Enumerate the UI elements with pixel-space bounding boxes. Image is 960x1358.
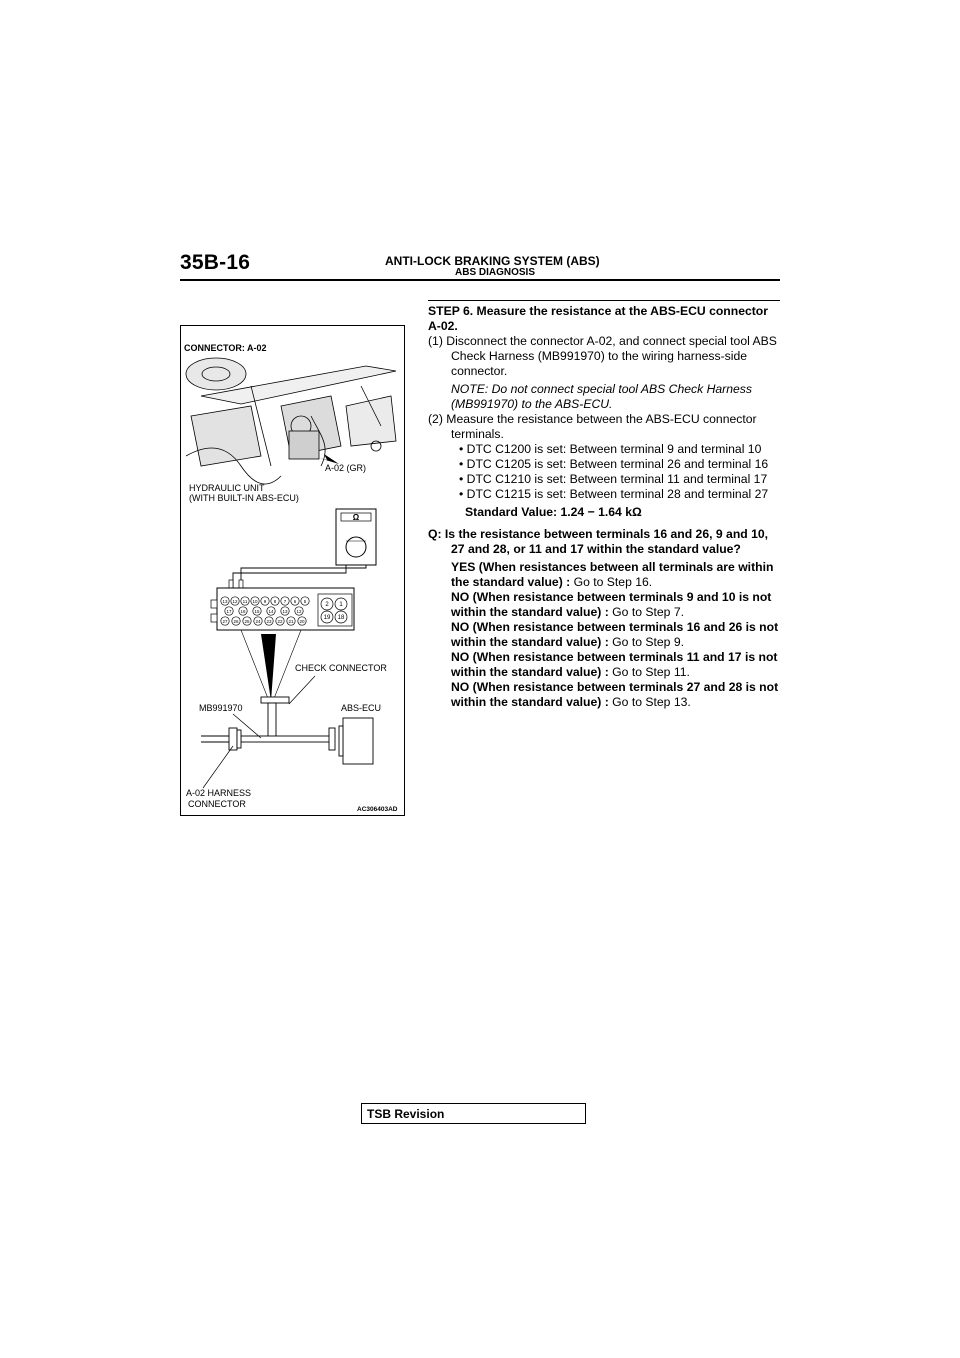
answers — [428, 560, 780, 710]
connector-pin-number: 19 — [323, 615, 331, 621]
connector-pin-number: 24 — [255, 619, 261, 624]
connector-pin-number: 18 — [337, 615, 345, 621]
step-content — [428, 300, 780, 710]
bullet-icon: • — [459, 487, 464, 501]
answer-item: NO (When resistance between terminals 9 and 10 is not within the standard value) : Go to Step 7. — [451, 590, 772, 619]
connector-pin-number: 13 — [282, 609, 288, 614]
item-1-number: (1) — [428, 334, 443, 348]
figure-illustration — [181, 326, 404, 815]
connector-pin-number: 7 — [283, 599, 287, 604]
connector-pin-number: 26 — [233, 619, 239, 624]
connector-pin-number: 16 — [240, 609, 246, 614]
step-title: STEP 6. Measure the resistance at the ABS-ECU connector A-02. — [428, 304, 768, 333]
answer-item: NO (When resistance between terminals 16 and 26 is not within the standard value) : Go to Step 9. — [451, 620, 779, 649]
connector-pin-number: 22 — [277, 619, 283, 624]
connector-pin-number: 20 — [299, 619, 305, 624]
answer-item: NO (When resistance between terminals 11 and 17 is not within the standard value) : Go to Step 11. — [451, 650, 778, 679]
bullet-icon: • — [459, 442, 464, 456]
connector-pin-number: 10 — [252, 599, 258, 604]
answer-item: YES (When resistances between all terminals are within the standard value) : Go to Step 16. — [451, 560, 774, 589]
standard-value: Standard Value: 1.24 − 1.64 kΩ — [465, 505, 642, 519]
dtc-bullet: • DTC C1205 is set: Between terminal 26 and terminal 16 — [459, 457, 769, 471]
connector-pin-number: 12 — [232, 599, 238, 604]
connector-pin-number: 21 — [288, 619, 294, 624]
item-2-number: (2) — [428, 412, 443, 426]
header-rule — [180, 279, 780, 281]
connector-pin-number: 23 — [266, 619, 272, 624]
pointer-wedge — [261, 634, 276, 701]
connector-pin-number: 9 — [263, 599, 267, 604]
item-2-text: Measure the resistance between the ABS-ECU connector terminals. — [446, 412, 757, 441]
ohmmeter — [336, 509, 376, 565]
dtc-bullet: • DTC C1215 is set: Between terminal 28 and terminal 27 — [459, 487, 769, 501]
abs-ecu-label: ABS-ECU — [341, 703, 382, 713]
question: Q: Is the resistance between terminals 16 and 26, 9 and 10, 27 and 28, or 11 and 17 within the standard value? — [428, 527, 769, 556]
hydraulic-unit-label: HYDRAULIC UNIT — [189, 483, 265, 493]
bullet-icon: • — [459, 457, 464, 471]
answer-item: NO (When resistance between terminals 27 and 28 is not within the standard value) : Go to Step 13. — [451, 680, 779, 709]
connector-pin-number: 6 — [293, 599, 297, 604]
connector-pin-number: 5 — [303, 599, 307, 604]
bullet-icon: • — [459, 472, 464, 486]
connector-title: CONNECTOR: A-02 — [184, 343, 267, 353]
step-note: NOTE: Do not connect special tool ABS Check Harness (MB991970) to the ABS-ECU. — [451, 382, 752, 411]
dtc-bullet: • DTC C1210 is set: Between terminal 11 and terminal 17 — [459, 472, 768, 486]
connector-pin-number: 13 — [222, 599, 228, 604]
page-number: 35B-16 — [180, 251, 251, 274]
connector-pin-number: 12 — [296, 609, 302, 614]
check-connector-label: CHECK CONNECTOR — [295, 663, 387, 673]
step-item-1 — [428, 334, 780, 379]
connector-pin-number: 8 — [273, 599, 277, 604]
tool-number-label: MB991970 — [199, 703, 243, 713]
connector-pin-number: 27 — [222, 619, 228, 624]
connector-pin-number: 17 — [226, 609, 232, 614]
connector-pin-number: 11 — [242, 599, 248, 604]
connector-pin-number: 15 — [254, 609, 260, 614]
item-1-text: Disconnect the connector A-02, and connect special tool ABS Check Harness (MB991970) to the wiring harness-side connector. — [446, 334, 777, 378]
dtc-bullet: • DTC C1200 is set: Between terminal 9 and terminal 10 — [459, 442, 762, 456]
step-item-2 — [428, 412, 780, 442]
connector-label: A-02 (GR) — [325, 463, 367, 473]
connector-pin-number: 2 — [325, 602, 329, 608]
section-title: ANTI-LOCK BRAKING SYSTEM (ABS) — [385, 254, 600, 268]
connector-pin-number: 25 — [244, 619, 250, 624]
connector-figure — [180, 325, 405, 816]
section-subtitle: ABS DIAGNOSIS — [455, 267, 536, 278]
harness-connector-sublabel: CONNECTOR — [188, 799, 246, 809]
connector-pin-number: 14 — [268, 609, 274, 614]
hydraulic-unit-sublabel: (WITH BUILT-IN ABS-ECU) — [189, 493, 299, 503]
harness-connector-label: A-02 HARNESS — [186, 788, 252, 798]
connector-pin-number: 1 — [339, 602, 343, 608]
tsb-revision-box: TSB Revision — [361, 1103, 586, 1124]
figure-code: AC306403AD — [357, 806, 398, 813]
ohm-icon: Ω — [352, 513, 360, 522]
